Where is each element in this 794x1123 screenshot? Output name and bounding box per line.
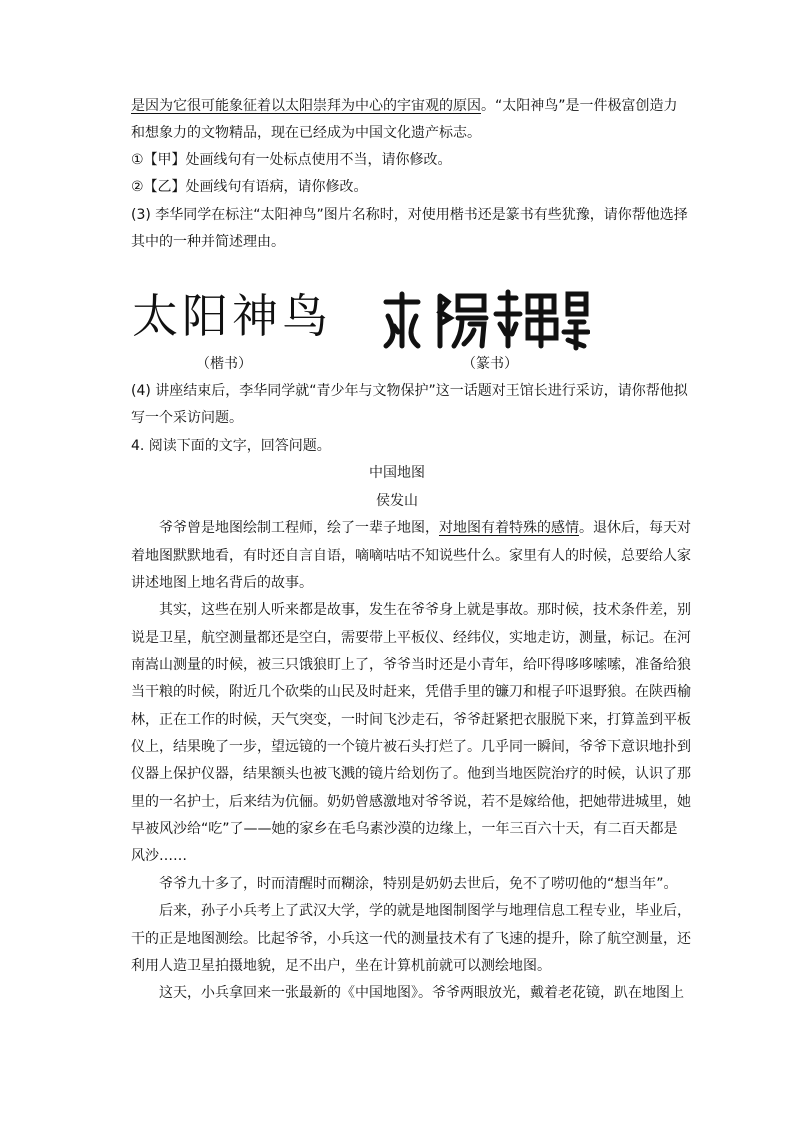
paragraph-line: 里的一名护士，后来结为伉俪。奶奶曾感激地对爷爷说，若不是嫁给他，把她带进城里，她 [131, 794, 691, 810]
paragraph-line: 林，正在工作的时候，天气突变，一时间飞沙走石，爷爷赶紧把衣服脱下来，打算盖到平板 [131, 712, 691, 728]
question-item: ②【乙】处画线句有语病，请你修改。 [131, 179, 368, 195]
zhuanshu-caption: （篆书） [462, 356, 518, 372]
article-author: 侯发山 [376, 493, 418, 509]
paragraph-line: 这天，小兵拿回来一张最新的《中国地图》。爷爷两眼放光，戴着老花镜，趴在地图上 [159, 985, 684, 1001]
paragraph-line: 风沙…… [131, 848, 187, 864]
paragraph-line: 讲述地图上地名背后的故事。 [131, 575, 313, 591]
kaishu-calligraphy: 太阳神鸟 [132, 289, 332, 343]
text-segment: 。退休后，每天对 [579, 520, 691, 536]
paragraph-line: 着地图默默地看，有时还自言自语，嘀嘀咕咕不知说些什么。家里有人的时候，总要给人家 [131, 548, 691, 564]
paragraph-line: 利用人造卫星拍摄地貌，足不出户，坐在计算机前就可以测绘地图。 [131, 958, 551, 974]
text-line: 和想象力的文物精品，现在已经成为中国文化遗产标志。 [131, 125, 481, 141]
paragraph-line: 干的正是地图测绘。比起爷爷，小兵这一代的测量技术有了飞速的提升，除了航空测量，还 [131, 931, 691, 947]
paragraph-line: 仪器上保护仪器，结果额头也被飞溅的镜片给划伤了。他到当地医院治疗的时候，认识了那 [131, 766, 691, 782]
underlined-sentence: 对地图有着特殊的感情 [439, 520, 579, 536]
text-segment: 。“太阳神鸟”是一件极富创造力 [481, 98, 678, 114]
paragraph-line: 当干粮的时候，附近几个砍柴的山民及时赶来，凭借手里的镰刀和棍子吓退野狼。在陕西榆 [131, 684, 691, 700]
paragraph-line: 后来，孙子小兵考上了武汉大学，学的就是地图制图学与地理信息工程专业，毕业后， [159, 903, 691, 919]
question-item: (4) 讲座结束后，李华同学就“青少年与文物保护”这一话题对王馆长进行采访，请你帮他拟 [131, 383, 688, 399]
paragraph-line: 爷爷九十多了，时而清醒时而糊涂，特别是奶奶去世后，免不了唠叨他的“想当年”。 [159, 876, 678, 892]
paragraph-line: 仪上，结果晚了一步，望远镜的一个镜片被石头打烂了。几乎同一瞬间，爷爷下意识地扑到 [131, 739, 691, 755]
kaishu-caption: （楷书） [196, 356, 252, 372]
seal-script-image [378, 288, 590, 352]
text-line [131, 96, 691, 116]
text-line: 其中的一种并简述理由。 [131, 234, 285, 250]
paragraph-line: 说是卫星，航空测量都还是空白，需要带上平板仪、经纬仪，实地走访，测量，标记。在河 [131, 630, 691, 646]
paragraph-line: 南嵩山测量的时候，被三只饿狼盯上了，爷爷当时还是小青年，给吓得哆哆嗦嗦，准备给狼 [131, 657, 691, 673]
paragraph-line: 早被风沙给“吃”了——她的家乡在毛乌素沙漠的边缘上，一年三百六十天，有二百天都是 [131, 821, 678, 837]
underlined-sentence: 是因为它很可能象征着以太阳崇拜为中心的宇宙观的原因 [131, 98, 481, 114]
article-title: 中国地图 [369, 465, 425, 481]
question-item: ①【甲】处画线句有一处标点使用不当，请你修改。 [131, 152, 452, 168]
paragraph-line: 其实，这些在别人听来都是故事，发生在爷爷身上就是事故。那时候，技术条件差，别 [159, 602, 691, 618]
text-segment: 爷爷曾是地图绘制工程师，绘了一辈子地图， [159, 520, 439, 536]
text-line: 写一个采访问题。 [131, 410, 243, 426]
question-number: 4. 阅读下面的文字，回答问题。 [131, 438, 331, 454]
paragraph-line [159, 518, 719, 538]
question-item: (3) 李华同学在标注“太阳神鸟”图片名称时，对使用楷书还是篆书有些犹豫，请你帮他选择 [131, 207, 688, 223]
